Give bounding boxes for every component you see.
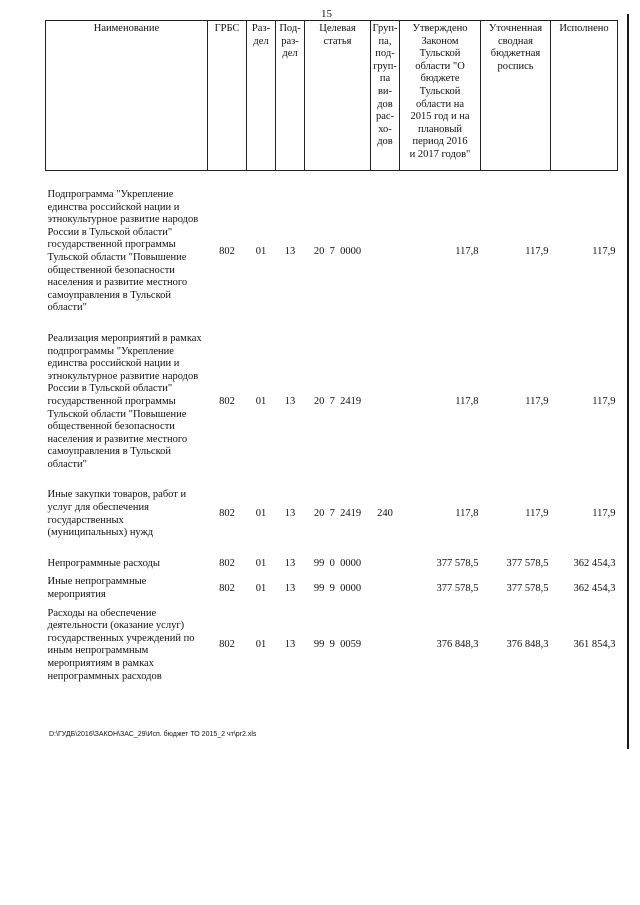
row-grbs: 802	[219, 245, 235, 257]
row-podrazdel: 13	[284, 508, 296, 520]
row-name: Иные непрограммные мероприятия	[47, 576, 147, 601]
header-razdel: Раз- дел	[247, 21, 276, 171]
row-executed: 117,9	[592, 395, 616, 407]
row-executed: 362 454,3	[573, 557, 616, 569]
file-path-footer: D:\ГУДБ\2016\ЗАКОН\ЗАС_29\Исп. бюджет ТО 2015_2 чт\pr2.xls	[49, 731, 257, 738]
row-target-article: 20 7 2419	[313, 395, 362, 407]
row-podrazdel: 13	[284, 395, 296, 407]
table-row	[46, 576, 618, 601]
row-executed: 117,9	[592, 245, 616, 257]
row-refined: 377 578,5	[506, 557, 549, 569]
row-approved: 117,8	[455, 395, 479, 407]
row-razdel: 01	[255, 582, 267, 594]
row-executed: 361 854,3	[573, 639, 616, 651]
row-name: Реализация мероприятий в рамках подпрограммы "Укрепление единства российской нации и этнокультурное развитие народов России в Тульской области" государственной программы Тульской области "Повышение общественной безопасности населения и развитие местного самоуправления в Тульской области"	[47, 332, 202, 470]
row-podrazdel: 13	[284, 639, 296, 651]
row-approved: 377 578,5	[436, 582, 479, 594]
header-podrazdel: Под- раз- дел	[276, 21, 305, 171]
row-name: Непрограммные расходы	[47, 557, 160, 569]
row-refined: 117,9	[525, 508, 549, 520]
row-razdel: 01	[255, 245, 267, 257]
row-group	[371, 558, 400, 571]
row-name: Подпрограмма "Укрепление единства российской нации и этнокультурное развитие народов России в Тульской области" государственной программы Тульской области "Повышение общественной безопасности населения и развитие местного самоуправления в Тульской области"	[47, 189, 199, 314]
row-grbs: 802	[219, 508, 235, 520]
row-razdel: 01	[255, 395, 267, 407]
row-grbs: 802	[219, 639, 235, 651]
row-refined: 377 578,5	[506, 582, 549, 594]
table-row	[46, 333, 618, 472]
row-target-article: 99 9 0059	[313, 639, 362, 651]
row-group: 240	[377, 508, 393, 520]
row-approved: 117,8	[455, 245, 479, 257]
row-group	[371, 189, 400, 315]
row-approved: 376 848,3	[436, 639, 479, 651]
header-name: Наименование	[46, 21, 208, 171]
row-razdel: 01	[255, 639, 267, 651]
row-group	[371, 608, 400, 684]
row-podrazdel: 13	[284, 582, 296, 594]
row-podrazdel: 13	[284, 557, 296, 569]
header-expense-group: Груп- па, под- груп- па ви- дов рас- хо- дов	[371, 21, 400, 171]
row-grbs: 802	[219, 582, 235, 594]
row-group	[371, 576, 400, 601]
row-razdel: 01	[255, 508, 267, 520]
row-group	[371, 333, 400, 472]
row-refined: 117,9	[525, 245, 549, 257]
table-row	[46, 608, 618, 684]
row-executed: 117,9	[592, 508, 616, 520]
row-approved: 117,8	[455, 508, 479, 520]
header-target-article: Целевая статья	[305, 21, 371, 171]
row-target-article: 20 7 0000	[313, 245, 362, 257]
row-target-article: 99 0 0000	[313, 557, 362, 569]
header-approved: Утверждено Законом Тульской области "О бюджете Тульской области на 2015 год и на плановый период 2016 и 2017 годов"	[400, 21, 481, 171]
page-number: 15	[321, 8, 332, 20]
table-header-row	[46, 21, 618, 171]
header-refined: Уточненная сводная бюджетная роспись	[481, 21, 551, 171]
row-name: Иные закупки товаров, работ и услуг для обеспечения государственных (муниципальных) нужд	[47, 489, 187, 539]
header-executed: Исполнено	[551, 21, 618, 171]
table-row	[46, 189, 618, 315]
row-podrazdel: 13	[284, 245, 296, 257]
row-approved: 377 578,5	[436, 557, 479, 569]
row-razdel: 01	[255, 557, 267, 569]
row-grbs: 802	[219, 557, 235, 569]
row-executed: 362 454,3	[573, 582, 616, 594]
right-margin-rule	[627, 14, 629, 749]
table-row	[46, 489, 618, 539]
row-target-article: 20 7 2419	[313, 508, 362, 520]
row-target-article: 99 9 0000	[313, 582, 362, 594]
row-refined: 376 848,3	[506, 639, 549, 651]
row-grbs: 802	[219, 395, 235, 407]
table-row	[46, 558, 618, 571]
row-name: Расходы на обеспечение деятельности (оказание услуг) государственных учреждений по иным непрограммным мероприятиям в рамках непрограммных расходов	[47, 607, 195, 682]
row-refined: 117,9	[525, 395, 549, 407]
budget-table	[45, 20, 618, 683]
header-grbs: ГРБС	[208, 21, 247, 171]
